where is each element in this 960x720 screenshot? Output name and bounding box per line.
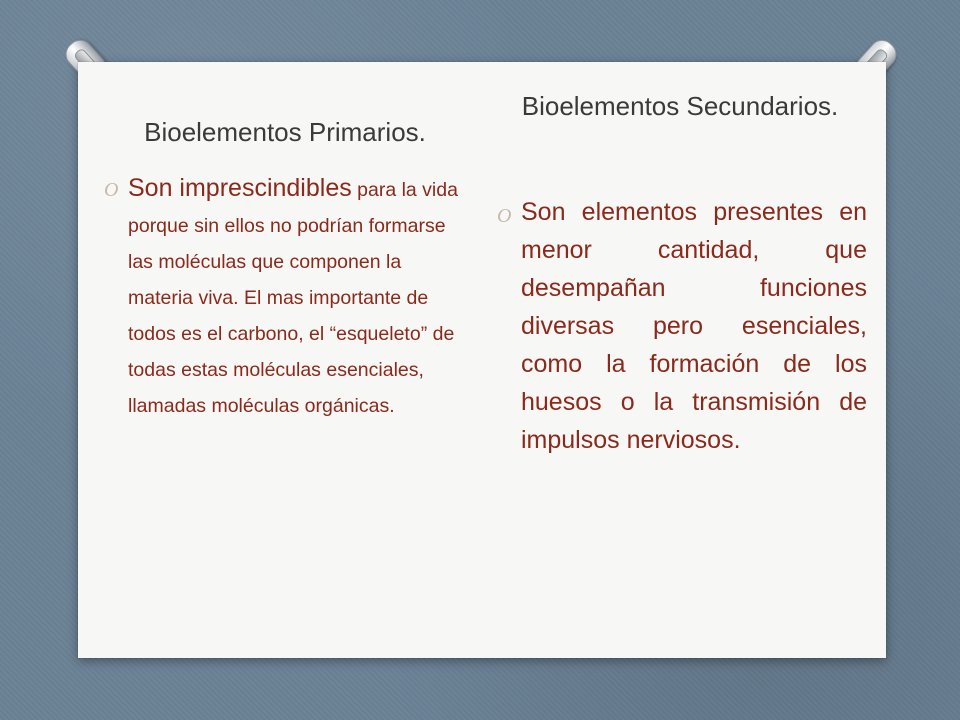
bullet-marker-icon: O — [104, 179, 119, 201]
heading-secundarios: Bioelementos Secundarios. — [521, 91, 839, 121]
bullet-text-secundarios: Son elementos presentes en menor cantidad, que desempañan funciones diversas pero esenciales, como la formación de los huesos o la transmisión de impulsos nerviosos. — [521, 198, 867, 454]
bullet-marker-icon: O — [497, 205, 512, 227]
bullet-text-primarios-rest: para la vida porque sin ellos no podrían formarse las moléculas que componen la materia viva. El mas importante de todos es el carbono, el “esqueleto” de todas estas moléculas esenciales, llamadas moléculas orgánicas. — [128, 179, 458, 417]
bullet-text-primarios — [128, 170, 463, 424]
heading-primarios: Bioelementos Primarios. — [144, 117, 426, 147]
bullet-text-primarios-first: Son imprescindibles — [128, 174, 352, 202]
